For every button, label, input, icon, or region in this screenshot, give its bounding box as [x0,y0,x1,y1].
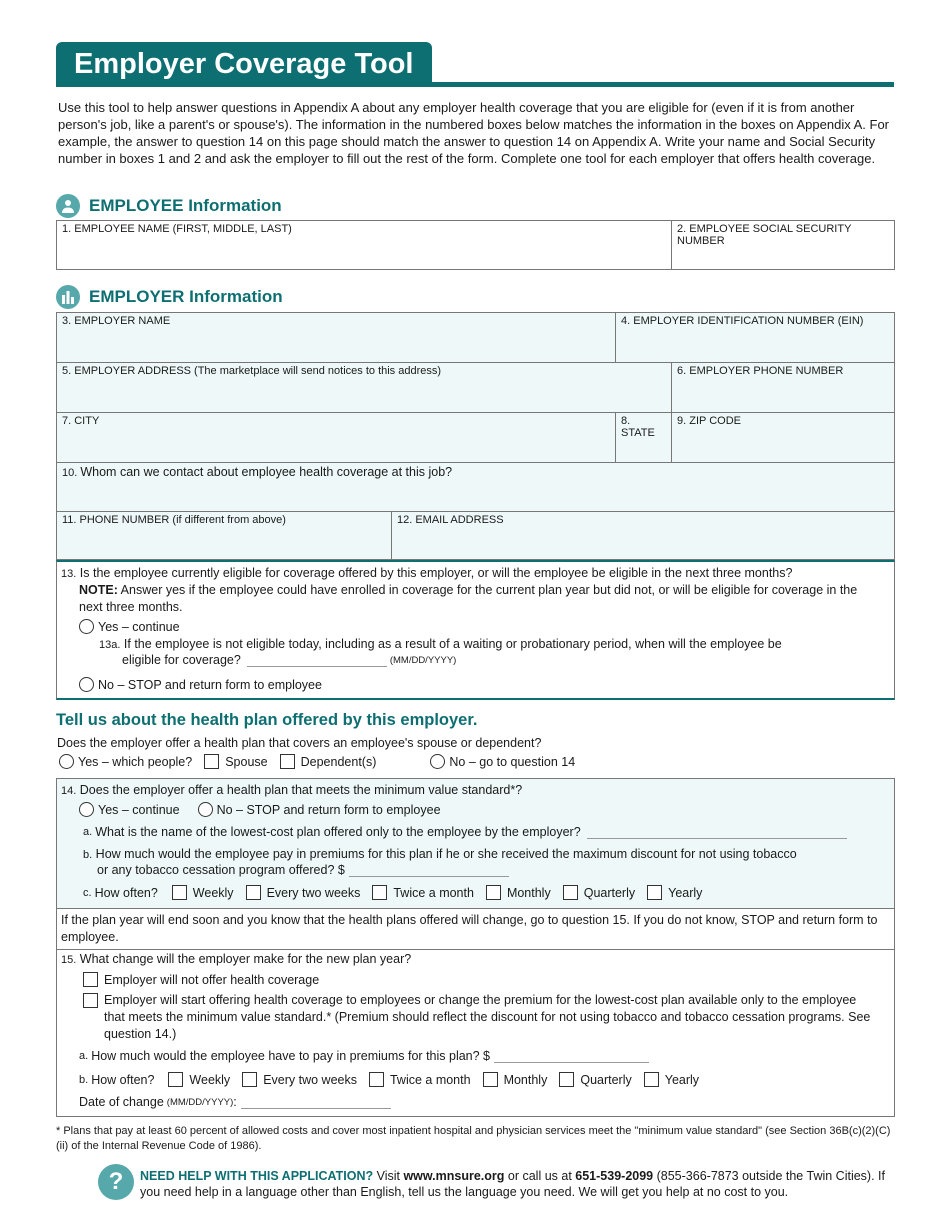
q15-every-two-weeks-checkbox[interactable] [242,1072,257,1087]
person-icon [56,194,80,218]
q15-quarterly-checkbox[interactable] [559,1072,574,1087]
employer-address-field[interactable]: 5. EMPLOYER ADDRESS (The marketplace will send notices to this address) [57,362,672,412]
question-14-text: 14. Does the employer offer a health plan that meets the minimum value standard*? [61,783,523,797]
q14-monthly-checkbox[interactable] [486,885,501,900]
q14-yearly-option[interactable]: Yearly [647,885,702,900]
contact-person-field[interactable]: 10. Whom can we contact about employee health coverage at this job? [57,462,894,511]
q15-every-two-weeks-option[interactable]: Every two weeks [242,1072,357,1087]
q15-no-coverage-option[interactable]: Employer will not offer health coverage [83,972,319,987]
question-15-text: 15. What change will the employer make for the new plan year? [61,952,412,966]
intro-text: Use this tool to help answer questions in Appendix A about any employer health coverage that you are eligible for (even if it is from another person's job, like a parent's or spouse's). The information in the numbered boxes below matches the information in the boxes on Appendix A. For example, the answer to question 14 on this page should match the answer to question 14 on Appendix A. Write your name and Social Security number in boxes 1 and 2 and ask the employer to fill out the rest of the form. Complete one tool for each employer that offers health coverage. [58,100,890,166]
employer-section-heading: EMPLOYER Information [56,284,283,310]
dependents-option[interactable]: Dependent(s) [280,754,377,769]
spouse-option[interactable]: Spouse [204,754,267,769]
q15-change-checkbox[interactable] [83,993,98,1008]
q14-premium-input[interactable] [349,863,509,877]
minimum-value-footnote: * Plans that pay at least 60 percent of allowed costs and cover most inpatient hospital and physician services meet the "minimum value standard" (see Section 36B(c)(2)(C)(ii) of the Internal Revenue Code of 1986). [56,1125,891,1152]
q13-no-option[interactable]: No – STOP and return form to employee [79,677,322,692]
q15a-row: a. How much would the employee have to pay in premiums for this plan? $ [79,1049,649,1063]
q14-no-radio[interactable] [198,802,213,817]
lowest-cost-plan-input[interactable] [587,825,847,839]
mnsure-link[interactable]: www.mnsure.org [403,1169,505,1183]
q14-weekly-option[interactable]: Weekly [172,885,234,900]
question-mark-icon: ? [98,1164,134,1200]
q14-every-two-weeks-option[interactable]: Every two weeks [246,885,361,900]
q14-twice-a-month-checkbox[interactable] [372,885,387,900]
q15-yearly-checkbox[interactable] [644,1072,659,1087]
q14-quarterly-checkbox[interactable] [563,885,578,900]
q14a-row: a. What is the name of the lowest-cost plan offered only to the employee by the employer? [83,825,847,839]
q14-yearly-checkbox[interactable] [647,885,662,900]
q14-no-option[interactable]: No – STOP and return form to employee [198,802,441,817]
page-title: Employer Coverage Tool [56,42,432,86]
date-of-change-input[interactable] [241,1095,391,1109]
spouse-dependent-options [59,754,587,769]
building-icon [56,285,80,309]
health-plan-heading: Tell us about the health plan offered by this employer. [56,711,478,729]
plan-year-note: If the plan year will end soon and you know that the health plans offered will change, go to question 15. If you do not know, STOP and return form to employee. [61,913,878,944]
eligibility-date-input[interactable] [247,653,387,667]
q15-weekly-checkbox[interactable] [168,1072,183,1087]
employee-section-heading: EMPLOYEE Information [56,193,282,219]
q14-monthly-option[interactable]: Monthly [486,885,551,900]
q15-premium-input[interactable] [494,1049,649,1063]
q15-change-option[interactable]: Employer will start offering health coverage to employees or change the premium for the lowest-cost plan available only to the employee that meets the minimum value standard.* (Premium should reflect the discount for not using tobacco and tobacco cessation programs. See question 14.) [83,992,873,1043]
help-text: NEED HELP WITH THIS APPLICATION? Visit www.mnsure.org or call us at 651-539-2099 (855-366-7873 outside the Twin Cities). If you need help in a language other than English, tell us the language you need. We will get you help at no cost to you. [140,1169,885,1199]
q15-no-coverage-checkbox[interactable] [83,972,98,987]
q13-no-radio[interactable] [79,677,94,692]
zip-code-field[interactable]: 9. ZIP CODE [671,412,894,462]
plan-no-option[interactable]: No – go to question 14 [430,754,575,769]
q13-yes-radio[interactable] [79,619,94,634]
dependents-checkbox[interactable] [280,754,295,769]
q14-weekly-checkbox[interactable] [172,885,187,900]
date-of-change-row: Date of change (MM/DD/YYYY) : [79,1095,391,1109]
q14-yes-radio[interactable] [79,802,94,817]
divider [57,949,894,950]
state-field[interactable]: 8. STATE [615,412,672,462]
q14-quarterly-option[interactable]: Quarterly [563,885,635,900]
questions-14-15-box [56,778,895,1117]
help-phone: 651-539-2099 [575,1169,654,1183]
q15-monthly-option[interactable]: Monthly [483,1072,548,1087]
help-section [98,1164,898,1200]
q15-yearly-option[interactable]: Yearly [644,1072,699,1087]
spouse-checkbox[interactable] [204,754,219,769]
q15-weekly-option[interactable]: Weekly [168,1072,230,1087]
contact-phone-field[interactable]: 11. PHONE NUMBER (if different from above) [57,511,392,559]
q15-twice-a-month-option[interactable]: Twice a month [369,1072,471,1087]
employer-box [56,312,895,560]
question-13-box [56,560,895,700]
q14-yes-option[interactable]: Yes – continue [79,802,180,817]
email-address-field[interactable]: 12. EMAIL ADDRESS [391,511,894,559]
q15-twice-a-month-checkbox[interactable] [369,1072,384,1087]
q14c-frequency-row: c. How often? Weekly Every two weeks Twice a month Monthly Quarterly Yearly [83,885,703,900]
q13-yes-option[interactable]: Yes – continue [79,619,180,634]
spouse-dependent-question: Does the employer offer a health plan that covers an employee's spouse or dependent? [57,736,542,750]
question-13a-text: 13a. If the employee is not eligible today, including as a result of a waiting or probationary period, when will the employee be [99,637,782,651]
employer-phone-field[interactable]: 6. EMPLOYER PHONE NUMBER [671,362,894,412]
q15-monthly-checkbox[interactable] [483,1072,498,1087]
q14-twice-a-month-option[interactable]: Twice a month [372,885,474,900]
question-13-text: 13. Is the employee currently eligible for coverage offered by this employer, or will the employee be eligible in the next three months? [61,566,793,580]
employer-ein-field[interactable]: 4. EMPLOYER IDENTIFICATION NUMBER (EIN) [615,313,894,362]
employee-ssn-field[interactable]: 2. EMPLOYEE SOCIAL SECURITY NUMBER [671,221,895,269]
q14-every-two-weeks-checkbox[interactable] [246,885,261,900]
plan-yes-radio[interactable] [59,754,74,769]
question-13-note: NOTE: Answer yes if the employee could have enrolled in coverage for the current plan year but did not, or will be eligible for coverage in the next three months. [79,583,858,614]
q15-quarterly-option[interactable]: Quarterly [559,1072,631,1087]
question-14-section [57,779,894,909]
employee-box [56,220,895,270]
q14b-amount-row: or any tobacco cessation program offered? $ [97,863,509,877]
employee-name-field[interactable]: 1. EMPLOYEE NAME (FIRST, MIDDLE, LAST) [62,223,292,235]
plan-yes-option[interactable]: Yes – which people? [59,754,192,769]
employer-name-field[interactable]: 3. EMPLOYER NAME [62,315,171,327]
q14-options [79,802,453,817]
q15b-frequency-row: b. How often? Weekly Every two weeks Twice a month Monthly Quarterly Yearly [79,1072,700,1087]
q14b-text: b. How much would the employee pay in premiums for this plan if he or she received the maximum discount for not using tobacco [83,847,797,861]
q13a-date-row: eligible for coverage? (MM/DD/YYYY) [122,653,457,667]
title-rule [56,82,894,87]
plan-no-radio[interactable] [430,754,445,769]
city-field[interactable]: 7. CITY [57,412,616,462]
